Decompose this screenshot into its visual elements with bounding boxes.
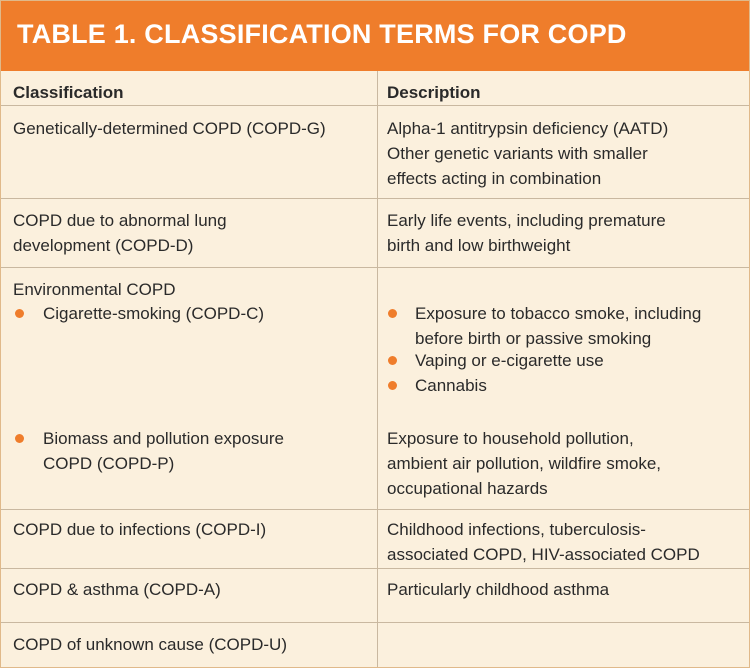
row-divider	[1, 568, 749, 569]
row-divider	[1, 509, 749, 510]
bullet-icon	[388, 356, 397, 365]
row-smoking-desc-bullet-1-line-2: before birth or passive smoking	[415, 329, 652, 348]
bullet-icon	[388, 309, 397, 318]
header-classification: Classification	[13, 83, 124, 102]
row-smoking-desc-bullet-3: Cannabis	[415, 376, 487, 395]
row-infections-desc-line-1: Childhood infections, tuberculosis-	[387, 520, 646, 539]
table-title-bar	[1, 1, 749, 71]
row-asthma-description: Particularly childhood asthma	[387, 580, 610, 599]
row-genetic-desc-line-3: effects acting in combination	[387, 169, 602, 188]
row-genetic-desc-line-1: Alpha-1 antitrypsin deficiency (AATD)	[387, 119, 669, 138]
bullet-icon	[15, 434, 24, 443]
bullet-icon	[15, 309, 24, 318]
header-description: Description	[387, 83, 481, 102]
row-biomass-desc-line-1: Exposure to household pollution,	[387, 429, 634, 448]
row-infections-desc-line-2: associated COPD, HIV-associated COPD	[387, 545, 700, 564]
row-asthma-classification: COPD & asthma (COPD-A)	[13, 580, 221, 599]
row-genetic-desc-line-2: Other genetic variants with smaller	[387, 144, 648, 163]
row-smoking-classification: Cigarette-smoking (COPD-C)	[43, 304, 265, 323]
row-development-class-line-1: COPD due to abnormal lung	[13, 211, 227, 230]
row-biomass-desc-line-3: occupational hazards	[387, 479, 548, 498]
row-biomass-class-line-1: Biomass and pollution exposure	[43, 429, 284, 448]
row-environmental-heading: Environmental COPD	[13, 280, 176, 299]
row-divider	[1, 622, 749, 623]
row-divider	[1, 198, 749, 199]
column-divider	[377, 71, 378, 667]
row-divider	[1, 267, 749, 268]
table-title: TABLE 1. CLASSIFICATION TERMS FOR COPD	[17, 19, 627, 49]
row-biomass-desc-line-2: ambient air pollution, wildfire smoke,	[387, 454, 662, 473]
row-infections-classification: COPD due to infections (COPD-I)	[13, 520, 267, 539]
row-biomass-class-line-2: COPD (COPD-P)	[43, 454, 175, 473]
row-smoking-desc-bullet-2: Vaping or e-cigarette use	[415, 351, 604, 370]
bullet-icon	[388, 381, 397, 390]
row-development-desc-line-2: birth and low birthweight	[387, 236, 571, 255]
header-divider	[1, 105, 749, 106]
row-development-class-line-2: development (COPD-D)	[13, 236, 194, 255]
row-development-desc-line-1: Early life events, including premature	[387, 211, 666, 230]
row-genetic-classification: Genetically-determined COPD (COPD-G)	[13, 119, 326, 138]
row-smoking-desc-bullet-1-line-1: Exposure to tobacco smoke, including	[415, 304, 702, 323]
row-unknown-classification: COPD of unknown cause (COPD-U)	[13, 635, 287, 654]
